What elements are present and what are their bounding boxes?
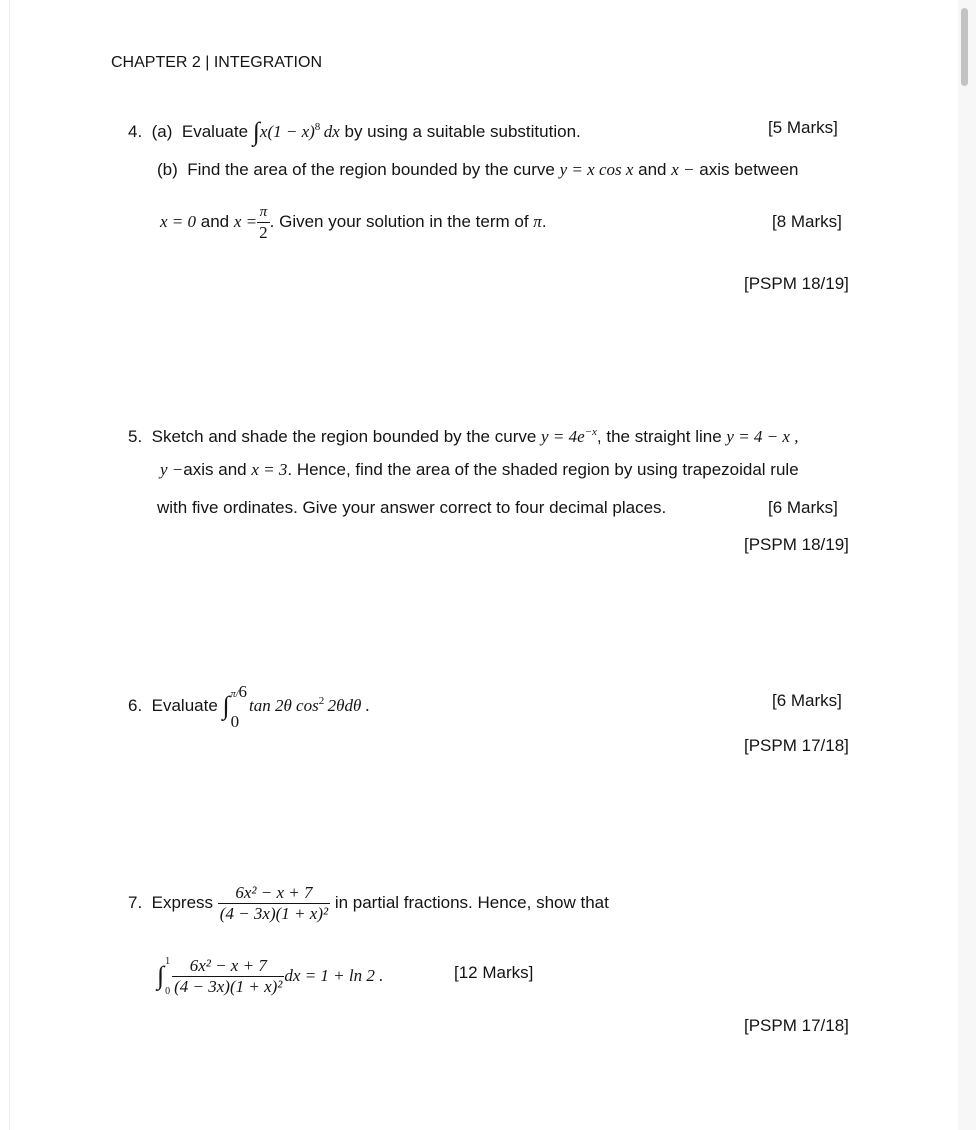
q6-marks: [6 Marks] [772, 691, 842, 710]
q7-line2 [157, 948, 383, 1001]
q4b-pi-over-2: $\frac{\pi}{2}$ [259, 204, 268, 243]
q4b-and2: and [200, 212, 230, 231]
q5-text-a: Sketch and shade the region bounded by the curve [151, 427, 537, 446]
q5-curve-exponent: −x [584, 426, 597, 438]
q7-source: [PSPM 17/18] [744, 1016, 849, 1035]
q4-number: 4. [128, 122, 143, 141]
q5-line1 [128, 421, 798, 448]
q7-limits [165, 957, 170, 997]
q4a-integrand: x(1 − x) [259, 122, 315, 141]
integral-sign-icon: ∫ [252, 117, 260, 146]
q4-part-a [128, 116, 581, 146]
q4b-text: Find the area of the region bounded by the curve [187, 160, 555, 179]
q4b-and: and [638, 160, 667, 179]
q6-upper: π/6 [230, 681, 247, 701]
q5-source: [PSPM 18/19] [744, 535, 849, 554]
q6-exponent: 2 [318, 695, 325, 707]
scrollbar-track[interactable] [958, 0, 976, 1130]
q4a-marks: [5 Marks] [768, 118, 838, 137]
integral-sign-icon: ∫ [222, 691, 230, 720]
q7-result: dx = 1 + ln 2 . [284, 966, 384, 985]
q5-text-c: . Hence, find the area of the shaded region by using trapezoidal rule [287, 460, 799, 479]
q4b-curve: y = x cos x [559, 160, 634, 179]
q7-lower: 0 [165, 985, 171, 997]
q6-integrand: tan 2θ cos [248, 696, 319, 715]
q4b-label: (b) [157, 160, 178, 179]
q5-y-axis: y − [160, 460, 184, 479]
q7-fraction-2: $\frac{\text{6x² − x + 7}}{\text{(4 − 3x)(1 + x)²}}$ [174, 956, 283, 997]
q5-line: y = 4 − x , [726, 427, 799, 446]
q5-line2 [160, 459, 799, 481]
q7-lead: Express [151, 893, 214, 912]
q4a-label: (a) [151, 122, 173, 141]
q4b-marks: [8 Marks] [772, 212, 842, 231]
q7-upper: 1 [165, 955, 171, 967]
q4b-tail: . Given your solution in the term of [269, 212, 529, 231]
q4b-axis-tail: axis between [699, 160, 799, 179]
q4a-lead: Evaluate [181, 122, 249, 141]
scrollbar-thumb[interactable] [961, 8, 968, 86]
q4a-dx: dx [323, 122, 340, 141]
q4b-period: . [541, 212, 547, 231]
q6-number: 6. [128, 696, 143, 715]
q4b-x-eq: x = [233, 212, 258, 231]
q4-part-b-line2 [160, 201, 547, 243]
q4a-tail: by using a suitable substitution. [344, 122, 581, 141]
q7-marks: [12 Marks] [454, 963, 534, 982]
q6-lead: Evaluate [151, 696, 218, 715]
q4b-axis: x − [671, 160, 695, 179]
q6-lower: 0 [230, 711, 240, 731]
q5-x3: x = 3 [251, 460, 288, 479]
q5-marks: [6 Marks] [768, 498, 838, 517]
q5-text-b: , the straight line [596, 427, 722, 446]
chapter-header: CHAPTER 2 | INTEGRATION [111, 54, 322, 71]
integral-sign-icon: ∫ [157, 961, 165, 990]
q6-line [128, 678, 370, 729]
q4a-exponent: 8 [314, 121, 321, 133]
q4b-x0: x = 0 [160, 212, 197, 231]
q4b-pi: π [533, 212, 542, 231]
q5-number: 5. [128, 427, 143, 446]
q7-fraction: $\frac{\text{6x² − x + 7}}{\text{(4 − 3x)(1 + x)²}}$ [219, 883, 329, 924]
q7-number: 7. [128, 893, 143, 912]
q5-axis-and: axis and [183, 460, 247, 479]
q4-part-b-line1 [157, 159, 799, 181]
q5-line3: with five ordinates. Give your answer correct to four decimal places. [157, 498, 667, 517]
q6-limits [230, 681, 247, 731]
q4-source: [PSPM 18/19] [744, 274, 849, 293]
q6-integrand-tail: 2θdθ . [327, 696, 370, 715]
q7-tail: in partial fractions. Hence, show that [334, 893, 609, 912]
q6-source: [PSPM 17/18] [744, 736, 849, 755]
q5-curve: y = 4e [541, 427, 585, 446]
q7-line1 [128, 878, 609, 928]
